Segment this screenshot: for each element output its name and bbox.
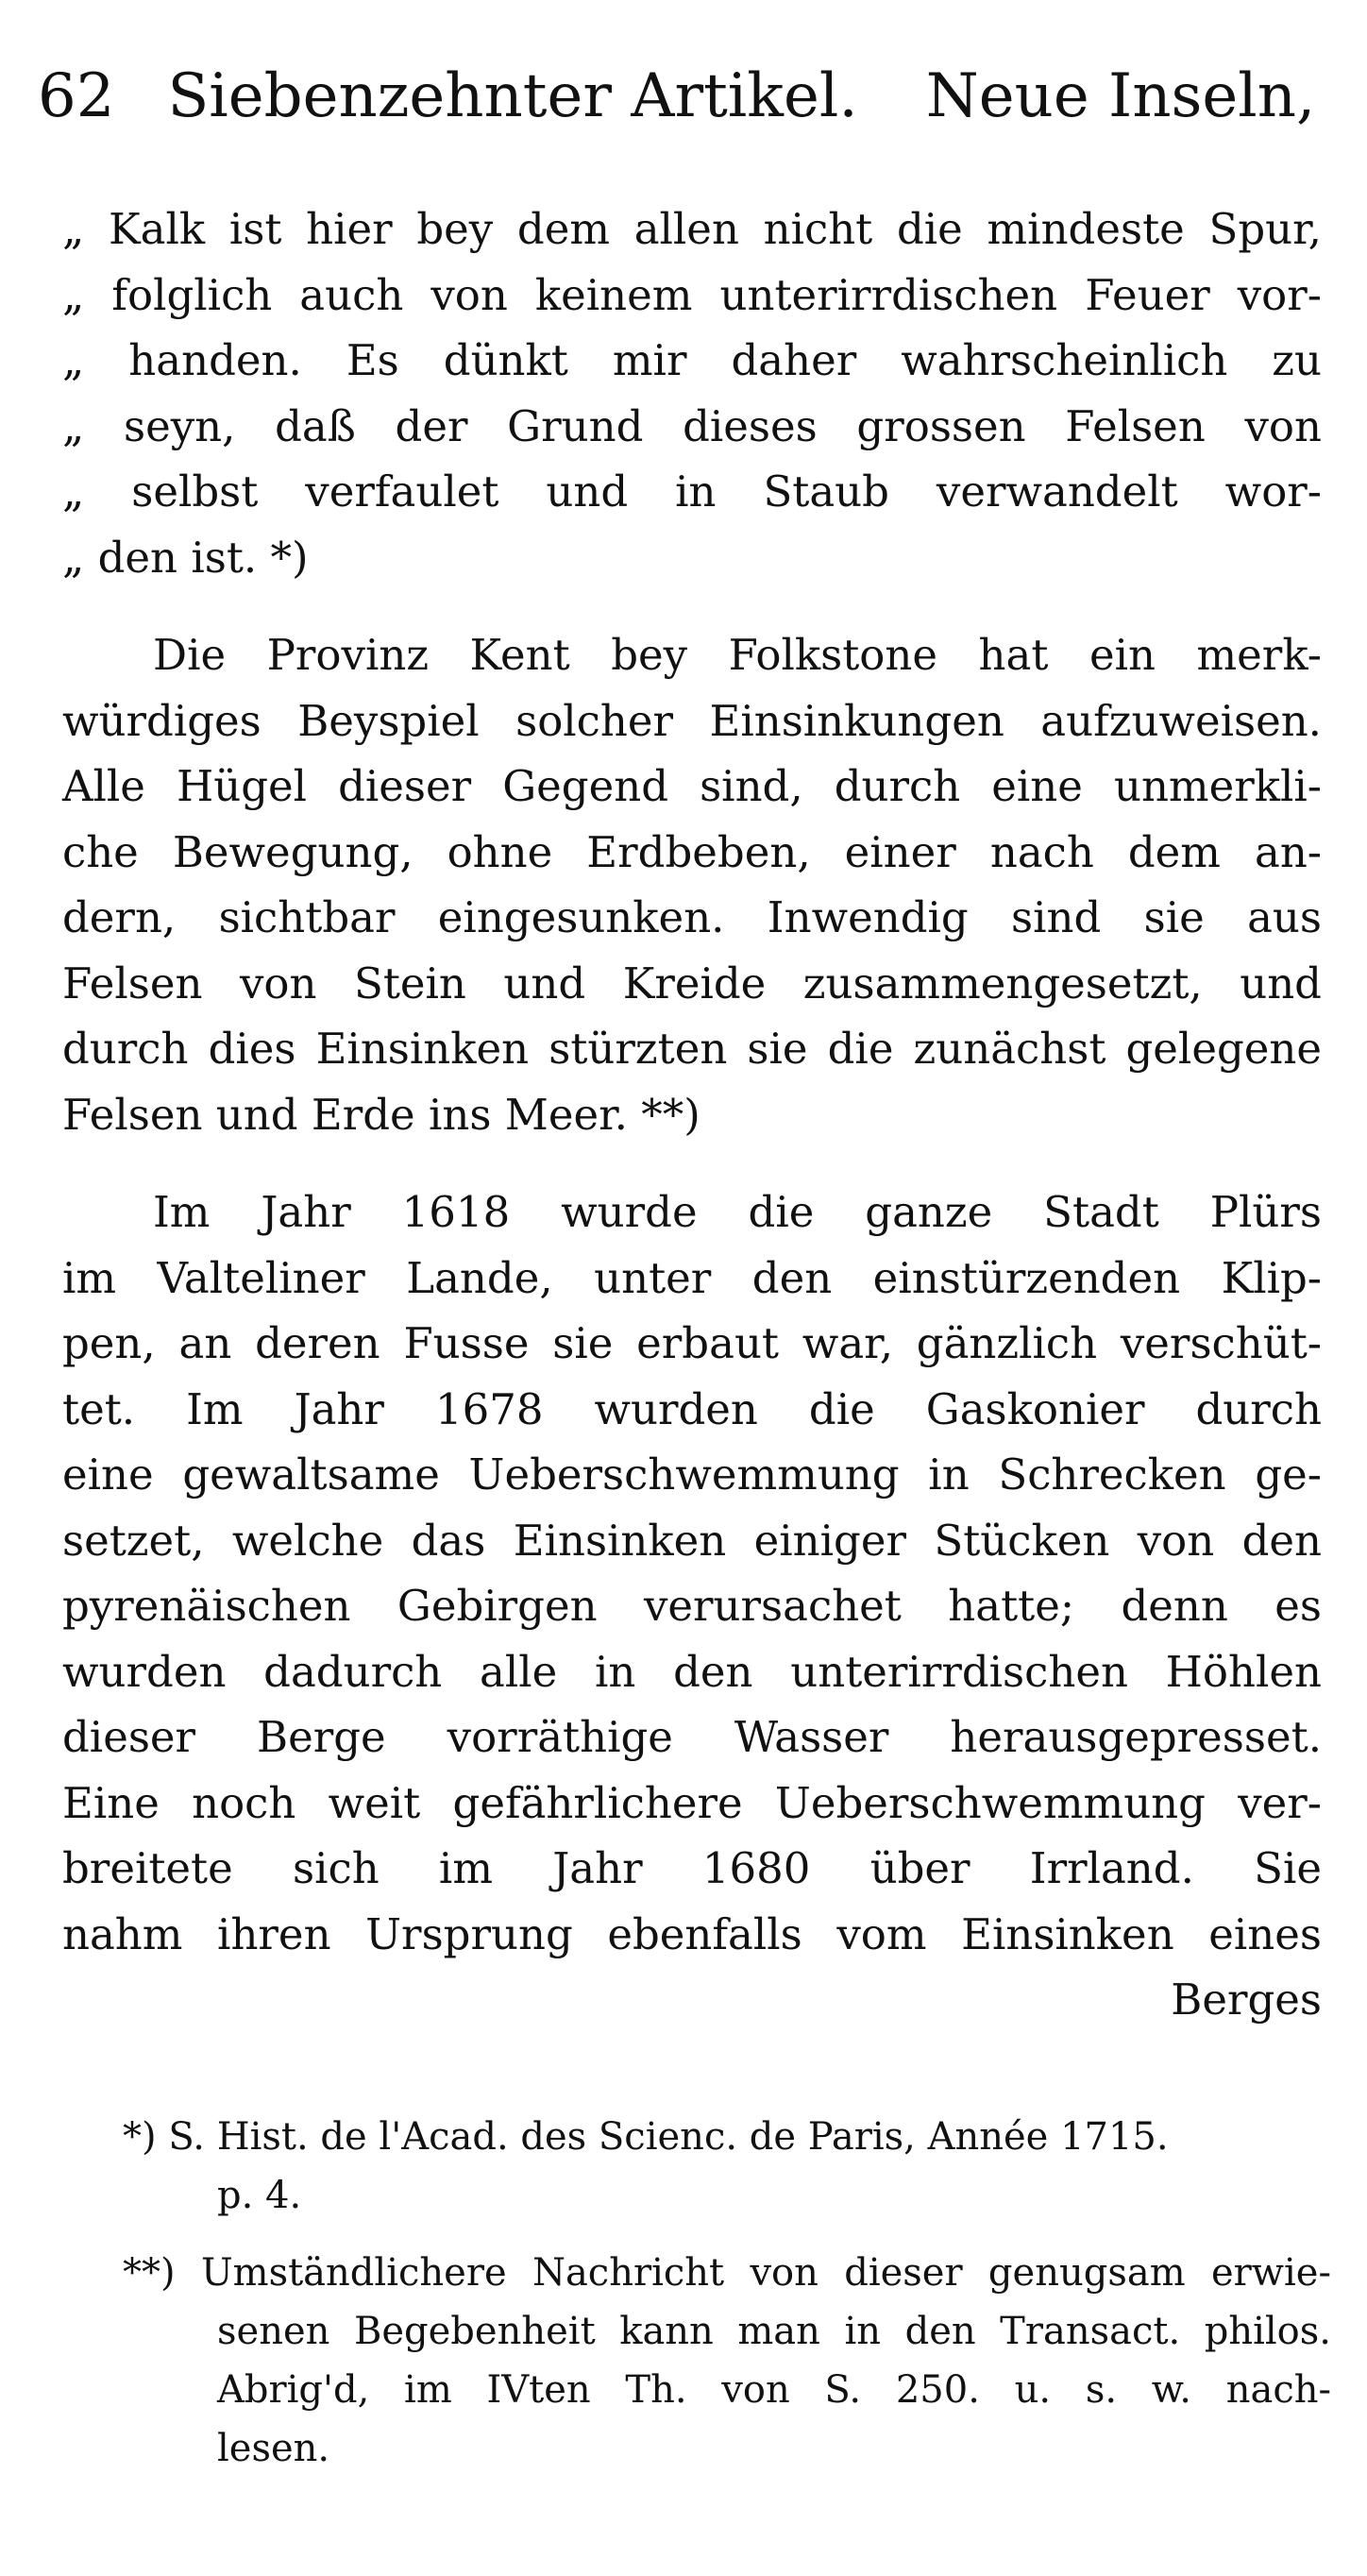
footnote-line: senen Begebenheit kann man in den Transact. philos. xyxy=(217,2310,1331,2353)
text-line: breitete sich im Jahr 1680 über Irrland. Sie xyxy=(62,1843,1322,1893)
footnote-line: **) Umständlichere Nachricht von dieser genugsam erwie- xyxy=(123,2251,1331,2295)
text-line: im Valteliner Lande, unter den einstürzenden Klip- xyxy=(62,1252,1322,1303)
catchword: Berges xyxy=(1171,1974,1322,2025)
text-line: dieser Berge vorräthige Wasser herausgepresset. xyxy=(62,1712,1322,1762)
text-line: Im Jahr 1618 wurde die ganze Stadt Plürs xyxy=(153,1187,1322,1237)
text-line: dern, sichtbar eingesunken. Inwendig sind sie aus xyxy=(62,892,1322,942)
text-line: „ den ist. *) xyxy=(62,532,309,583)
body-text xyxy=(62,196,1322,2033)
text-line: „ Kalk ist hier bey dem allen nicht die mindeste Spur, xyxy=(62,204,1322,254)
text-line: Felsen und Erde ins Meer. **) xyxy=(62,1089,700,1140)
text-line: pen, an deren Fusse sie erbaut war, gänzlich verschüt- xyxy=(62,1318,1322,1368)
text-line: setzet, welche das Einsinken einiger Stücken von den xyxy=(62,1515,1322,1566)
text-line: „ handen. Es dünkt mir daher wahrscheinlich zu xyxy=(62,335,1322,385)
page-number: 62 xyxy=(38,61,115,131)
chapter-title: Siebenzehnter Artikel. xyxy=(167,61,858,131)
running-header xyxy=(38,59,1331,134)
text-line: Felsen von Stein und Kreide zusammengesetzt, und xyxy=(62,958,1322,1008)
section-title: Neue Inseln, xyxy=(925,61,1316,131)
text-line: pyrenäischen Gebirgen verursachet hatte; denn es xyxy=(62,1581,1322,1631)
footnote-line: p. 4. xyxy=(217,2174,302,2217)
text-line: Eine noch weit gefährlichere Ueberschwemmung ver- xyxy=(62,1777,1322,1828)
text-line: tet. Im Jahr 1678 wurden die Gaskonier durch xyxy=(62,1383,1322,1434)
footnote-line: *) S. Hist. de l'Acad. des Scienc. de Paris, Année 1715. xyxy=(123,2115,1169,2159)
text-line: „ seyn, daß der Grund dieses grossen Felsen von xyxy=(62,400,1322,451)
text-line: Alle Hügel dieser Gegend sind, durch eine unmerkli- xyxy=(62,761,1322,811)
footnote-line: lesen. xyxy=(217,2427,330,2470)
text-line: Die Provinz Kent bey Folkstone hat ein merk- xyxy=(153,630,1322,680)
text-line: durch dies Einsinken stürzten sie die zunächst gelegene xyxy=(62,1024,1322,1074)
text-line: „ folglich auch von keinem unterirrdischen Feuer vor- xyxy=(62,269,1322,320)
text-line: nahm ihren Ursprung ebenfalls vom Einsinken eines xyxy=(62,1908,1322,1959)
footnotes xyxy=(123,2108,1331,2478)
text-line: che Bewegung, ohne Erdbeben, einer nach dem an- xyxy=(62,826,1322,877)
text-line: wurden dadurch alle in den unterirrdischen Höhlen xyxy=(62,1646,1322,1697)
text-line: „ selbst verfaulet und in Staub verwandelt wor- xyxy=(62,466,1322,517)
text-line: eine gewaltsame Ueberschwemmung in Schrecken ge- xyxy=(62,1449,1322,1500)
text-line: würdiges Beyspiel solcher Einsinkungen aufzuweisen. xyxy=(62,695,1322,746)
footnote-line: Abrig'd, im IVten Th. von S. 250. u. s. w. nach- xyxy=(217,2368,1331,2412)
